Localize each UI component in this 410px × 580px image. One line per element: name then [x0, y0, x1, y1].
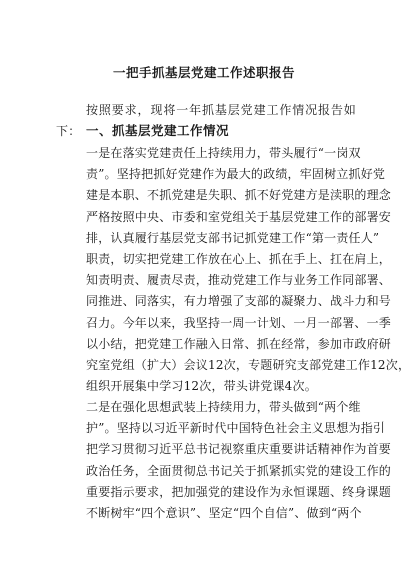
paragraph-1-line: 知责明责、履责尽责，推动党建工作与业务工作同部署、 [86, 273, 392, 288]
paragraph-2 [56, 397, 392, 524]
paragraph-1-line: 责”。坚持把抓好党建作为最大的政绩，牢固树立抓好党 [86, 167, 386, 182]
document-title: 一把手抓基层党建工作述职报告 [112, 65, 295, 80]
paragraph-2-line: 重要指示要求，把加强党的建设作为永恒课题、终身课题 [86, 484, 392, 499]
paragraph-1-line: 组织开展集中学习12次，带头讲党课4次。 [86, 379, 317, 394]
paragraph-2-line: 不断树牢“四个意识”、坚定“四个自信”、做到“两个 [86, 506, 362, 521]
paragraph-1-line: 同推进、同落实，有力增强了支部的凝聚力、战斗力和号 [86, 294, 392, 309]
paragraph-2-line: 护”。坚持以习近平新时代中国特色社会主义思想为指引 [86, 421, 386, 436]
paragraph-2-line: 政治任务，全面贯彻总书记关于抓紧抓实党的建设工作的 [86, 463, 392, 478]
section-heading: 一、抓基层党建工作情况 [86, 123, 230, 138]
paragraph-2-line: 把学习贯彻习近平总书记视察重庆重要讲话精神作为首要 [86, 442, 392, 457]
paragraph-1-line: 究室党组（扩大）会议12次，专题研究支部党建工作12次， [86, 358, 410, 373]
paragraph-2-line: 二是在强化思想武装上持续用力，带头做到“两个维 [86, 400, 361, 414]
paragraph-1-line: 以小结，把党建工作融入日常、抓在经常，参加市政府研 [86, 336, 392, 351]
paragraph-1-line: 严格按照中央、市委和室党组关于基层党建工作的部署安 [86, 209, 392, 224]
paragraph-1-line: 召力。今年以来，我坚持一周一计划、一月一部署、一季 [86, 315, 392, 330]
paragraph-1 [56, 143, 410, 397]
intro-paragraph: 按照要求，现将一年抓基层党建工作情况报告如下： [56, 103, 356, 139]
paragraph-1-line: 职责，切实把党建工作放在心上、抓在手上、扛在肩上， [86, 252, 392, 267]
paragraph-1-line: 建是本职、不抓党建是失职、抓不好党建方是渎职的理念 [86, 188, 392, 203]
paragraph-1-line: 排，认真履行基层党支部书记抓党建工作“第一责任人” [86, 230, 380, 245]
paragraph-1-line: 一是在落实党建责任上持续用力，带头履行“一岗双 [86, 146, 361, 160]
